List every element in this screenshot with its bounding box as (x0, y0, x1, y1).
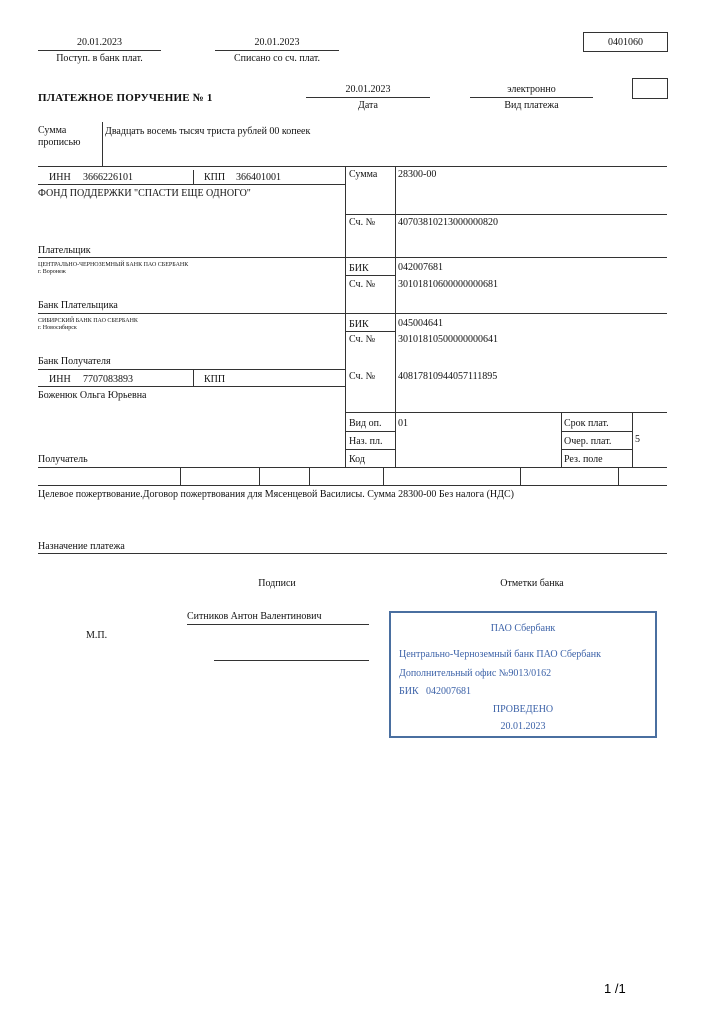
payee-inn: 7707083893 (83, 374, 133, 385)
payer-bik: 042007681 (398, 262, 443, 273)
signer-line (187, 624, 369, 625)
payer-kpp: 366401001 (236, 172, 281, 183)
amount-words-label-2: прописью (38, 137, 81, 148)
line-275 (345, 275, 395, 276)
signatures-title: Подписи (258, 578, 296, 589)
payee-inn-label: ИНН (49, 374, 71, 385)
line-214 (345, 214, 667, 215)
received-date-line (38, 50, 161, 51)
debited-date-line (215, 50, 339, 51)
payee-inn-kpp-divider (193, 369, 194, 386)
payee-label: Получатель (38, 454, 88, 465)
signer-name: Ситников Антон Валентинович (187, 611, 322, 622)
deadline-label: Срок плат. (564, 418, 609, 429)
purpose-label: Назначение платежа (38, 541, 125, 552)
tax-v-2 (259, 467, 260, 485)
op-type: 01 (398, 418, 408, 429)
second-sign-line (214, 660, 369, 661)
payment-type: электронно (507, 84, 556, 95)
payer-label: Плательщик (38, 245, 91, 256)
tax-v-5 (520, 467, 521, 485)
payee-account-label: Сч. № (349, 371, 376, 382)
payer-inn: 3666226101 (83, 172, 133, 183)
payer-account: 40703810213000000820 (398, 217, 498, 228)
order-date-label: Дата (358, 100, 378, 111)
op-type-label: Вид оп. (349, 418, 382, 429)
line-467 (38, 467, 667, 468)
payer-kpp-label: КПП (204, 172, 226, 183)
grid-v-561 (561, 412, 562, 467)
purpose-code-label: Наз. пл. (349, 436, 383, 447)
debited-date: 20.01.2023 (254, 37, 300, 48)
code-label: Код (349, 454, 365, 465)
tax-v-1 (180, 467, 181, 485)
stamp-branch: Центрально-Черноземный банк ПАО Сбербанк (399, 649, 602, 660)
payer-account-label: Сч. № (349, 217, 376, 228)
tax-v-4 (383, 467, 384, 485)
status-box (632, 78, 668, 99)
amount-words-divider (102, 122, 103, 166)
payee-bik: 045004641 (398, 318, 443, 329)
form-code: 0401060 (608, 37, 643, 48)
line-386 (38, 386, 345, 387)
line-313 (38, 313, 667, 314)
purpose-text: Целевое пожертвование.Договор пожертвования для Мясенцевой Василисы. Сумма 28300-00 Без налога (НДС) (38, 489, 514, 500)
stamp-bank: ПАО Сбербанк (490, 623, 556, 634)
payee-bank-label: Банк Получателя (38, 356, 111, 367)
line-485 (38, 485, 667, 486)
line-553 (38, 553, 667, 554)
sum-value: 28300-00 (398, 169, 437, 180)
payee-kpp-label: КПП (204, 374, 226, 385)
line-369 (38, 369, 345, 370)
payee-bank-account: 30101810500000000641 (398, 334, 498, 345)
payee-bik-label: БИК (349, 319, 369, 330)
payee-bank-name: СИБИРСКИЙ БАНК ПАО СБЕРБАНК (38, 318, 138, 324)
tax-v-3 (309, 467, 310, 485)
stamp-date: 20.01.2023 (500, 721, 546, 732)
page-indicator: 1 /1 (604, 981, 626, 996)
line-431b (561, 431, 632, 432)
received-date: 20.01.2023 (77, 37, 122, 48)
bank-stamp (389, 611, 657, 738)
tax-v-6 (618, 467, 619, 485)
line-431a (345, 431, 395, 432)
line-257 (38, 257, 667, 258)
payer-inn-kpp-divider (193, 170, 194, 184)
priority-label: Очер. плат. (564, 436, 612, 447)
payee-name: Боженюк Ольга Юрьевна (38, 390, 147, 401)
payer-name: ФОНД ПОДДЕРЖКИ "СПАСТИ ЕЩЕ ОДНОГО" (38, 188, 251, 199)
bank-marks-title: Отметки банка (500, 578, 564, 589)
received-label: Поступ. в банк плат. (56, 53, 143, 64)
payee-bank-city: г. Новосибирск (38, 325, 77, 331)
sum-label: Сумма (349, 169, 378, 180)
payee-bank-account-label: Сч. № (349, 334, 376, 345)
grid-v-395 (395, 166, 396, 467)
line-449a (345, 449, 395, 450)
payer-inn-label: ИНН (49, 172, 71, 183)
grid-v-632 (632, 412, 633, 467)
order-date: 20.01.2023 (345, 84, 391, 95)
debited-label: Списано со сч. плат. (233, 53, 321, 64)
line-331 (345, 331, 395, 332)
amount-words-value: Двадцать восемь тысяч триста рублей 00 копеек (105, 126, 311, 137)
stamp-status: ПРОВЕДЕНО (492, 704, 554, 715)
priority: 5 (635, 434, 640, 445)
payer-bank-city: г. Воронеж (38, 269, 66, 275)
payer-bank-name: ЦЕНТРАЛЬНО-ЧЕРНОЗЕМНЫЙ БАНК ПАО СБЕРБАНК (38, 262, 189, 268)
payment-type-line (470, 97, 593, 98)
seal-label: М.П. (86, 630, 108, 641)
stamp-bik: 042007681 (426, 686, 471, 697)
grid-v-345 (345, 166, 346, 467)
payer-bik-label: БИК (349, 263, 369, 274)
line-166 (38, 166, 667, 167)
stamp-bik-label: БИК (399, 686, 419, 697)
payer-bank-account: 30101810600000000681 (398, 279, 498, 290)
line-449b (561, 449, 632, 450)
payment-type-label: Вид платежа (504, 100, 559, 111)
stamp-office: Дополнительный офис №9013/0162 (399, 668, 552, 679)
page-title: ПЛАТЕЖНОЕ ПОРУЧЕНИЕ № 1 (38, 92, 213, 104)
payer-bank-account-label: Сч. № (349, 279, 376, 290)
line-412 (345, 412, 667, 413)
payer-bank-label: Банк Плательщика (38, 300, 118, 311)
amount-words-label-1: Сумма (38, 125, 67, 136)
reserve-label: Рез. поле (564, 454, 603, 465)
payee-account: 40817810944057111895 (398, 371, 498, 382)
order-date-line (306, 97, 430, 98)
line-184 (38, 184, 345, 185)
